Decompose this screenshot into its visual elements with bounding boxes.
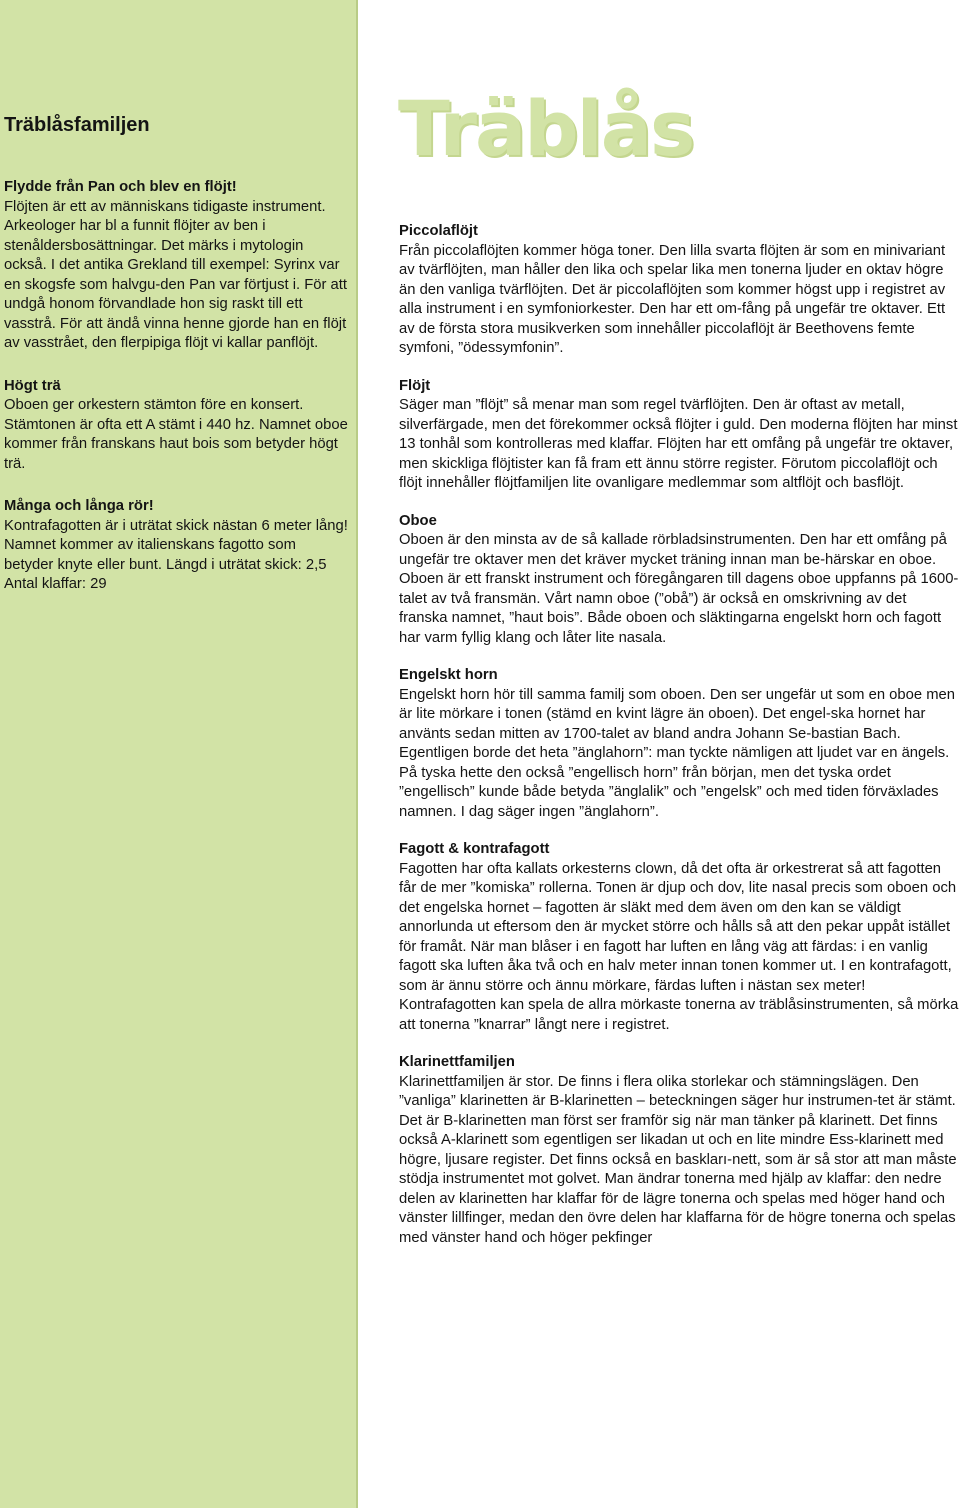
section-heading: Klarinettfamiljen — [399, 1054, 515, 1070]
main-content — [399, 222, 959, 1266]
sidebar-block-hogt-tra — [4, 377, 349, 475]
section-heading: Oboe — [399, 512, 437, 529]
section-oboe — [399, 512, 959, 649]
section-text: Fagotten har ofta kallats orkesterns clown, då det ofta är orkestrerat så att fagotten får de mer ”komiska” rollerna. Tonen är djup och dov, lite nasal precis som oboen och det engelska hornet – fagotten är släkt med dem även om den kan se väldigt annorlunda ut eftersom den är mycket större och hålls så att den pekar uppåt istället för framåt. När man blåser i en fagott har luften en lång väg att färdas: i en vanlig fagott ska luften åka två och en halv meter innan tonen kommer ut. I en kontrafagott, som är ännu större och ännu mörkare, färdas luften i nästan sex meter! Kontrafagotten kan spela de allra mörkaste tonerna av träblåsinstrumenten, så mörka att tonerna ”knarrar” långt nere i registret. — [399, 860, 959, 1033]
section-flojt — [399, 377, 959, 494]
sidebar-block-text: Flöjten är ett av människans tidigaste instrument. Arkeologer har bl a funnit flöjter av ben i stenåldersbosättningar. Det märks i mytologin också. I det antika Grekland till exempel: Syrinx var en skogsfe som halvgu-den Pan var förtjust i. För att undgå honom förvandlade hon sig raskt till ett vasstrå. För att ändå vinna henne gjorde han en flöjt av vasstrået, den flerpipiga flöjt vi kallar panflöjt. — [4, 198, 347, 351]
sidebar-panel — [0, 0, 356, 1508]
sidebar-divider — [356, 0, 358, 1508]
sidebar-content — [4, 112, 349, 618]
banner-title: Träblås — [398, 84, 694, 173]
section-text: Oboen är den minsta av de så kallade rörbladsinstrumenten. Den har ett omfång på ungefär tre oktaver men det kräver mycket träning innan man be-härskar en oboe. Oboen är ett franskt instrument och föregångaren till dagens oboe uppfanns på 1600-talet av två fransmän. Vårt namn oboe (”obå”) är också en omskrivning av det franska namnet, ”haut bois”. Både oboen och släktingarna engelskt horn och fagott har varm fyllig klang och låter lite nasala. — [399, 532, 959, 646]
section-text: Engelskt horn hör till samma familj som oboen. Den ser ungefär ut som en oboe men är lite mörkare i tonen (stämd en kvint lägre än oboen). Det engel-ska hornet har använts sedan mitten av 1700-talet av bland andra Johann Se-bastian Bach. Egentligen borde det heta ”änglahorn”: man tyckte nämligen att ljudet var en ängels. På tyska hette den också ”engellisch horn” från början, men det tyska ordet ”engellisch” kunde både betyda ”änglalik” och ”engelsk” och med tiden förväxlades namnen. I dag säger ingen ”änglahorn”. — [399, 686, 955, 820]
section-text: Klarinettfamiljen är stor. De finns i flera olika storlekar och stämningslägen. Den ”vanliga” klarinetten är B-klarinetten – beteckningen säger hur instrumen-tet är stämt. Det är B-klarinetten man först ser framför sig när man tänker på klarinett. Det finns också A-klarinett som egentligen ser likadan ut och en lite mindre Ess-klarinett med högre, ljusare register. Det finns också en baskları-nett, som är så stor att man måste stödja instrumentet mot golvet. Man ändrar tonerna med hjälp av klaffar: den nedre delen av klarinetten har klaffar för de lägre tonerna och spelas med höger hand och vänster lillfinger, medan den övre delen har klaffarna för de högre tonerna och spelas med vänster hand och höger pekfinger — [399, 1073, 957, 1246]
sidebar-block-text: Kontrafagotten är i uträtat skick nästan 6 meter lång! Namnet kommer av italienskans fagotto som betyder knyte eller bunt. Längd i uträtat skick: 2,5 Antal klaffar: 29 — [4, 517, 348, 592]
section-text: Säger man ”flöjt” så menar man som regel tvärflöjten. Den är oftast av metall, silverfärgade, men det förekommer också flöjter i guld. Den moderna flöjten har minst 13 tonhål som kontrolleras med klaffar. Flöjten har ett omfång på ungefär tre oktaver, men skickliga flöjtister kan få fram ett ännu större register. Förutom piccolaflöjt och flöjt innehåller flöjtfamiljen lite ovanligare medlemmar som altflöjt och basflöjt. — [399, 397, 958, 491]
page-title: Träblåsfamiljen — [4, 114, 150, 136]
sidebar-block-text: Oboen ger orkestern stämton före en konsert. Stämtonen är ofta ett A stämt i 440 hz. Namnet oboe kommer från franskans haut bois som betyder högt trä. — [4, 397, 348, 472]
section-klarinettfamiljen — [399, 1053, 959, 1248]
section-heading: Engelskt horn — [399, 667, 498, 683]
sidebar-block-heading: Högt trä — [4, 377, 61, 394]
sidebar-block-ror — [4, 497, 349, 595]
sidebar-block-heading: Flydde från Pan och blev en flöjt! — [4, 179, 237, 195]
section-heading: Fagott & kontrafagott — [399, 841, 550, 857]
section-engelskt-horn — [399, 666, 959, 822]
sidebar-block-heading: Många och långa rör! — [4, 498, 154, 514]
sidebar-block-pan — [4, 178, 349, 354]
section-heading: Piccolaflöjt — [399, 223, 478, 239]
section-fagott — [399, 840, 959, 1035]
section-text: Från piccolaflöjten kommer höga toner. Den lilla svarta flöjten är som en minivariant av tvärflöjten, man håller den lika och spelar lika men tonerna ljuder en oktav högre än den vanliga tvärflöjten. Det är piccolaflöjten som kommer högst upp i registret av alla instrument i en symfoniorkester. Den har ett om-fång på ungefär tre oktaver. Ett av de första stora musikverken som innehåller piccolaflöjt är Beethovens femte symfoni, ”ödessymfonin”. — [399, 242, 946, 356]
section-piccolaflojt — [399, 222, 959, 359]
section-heading: Flöjt — [399, 377, 431, 394]
